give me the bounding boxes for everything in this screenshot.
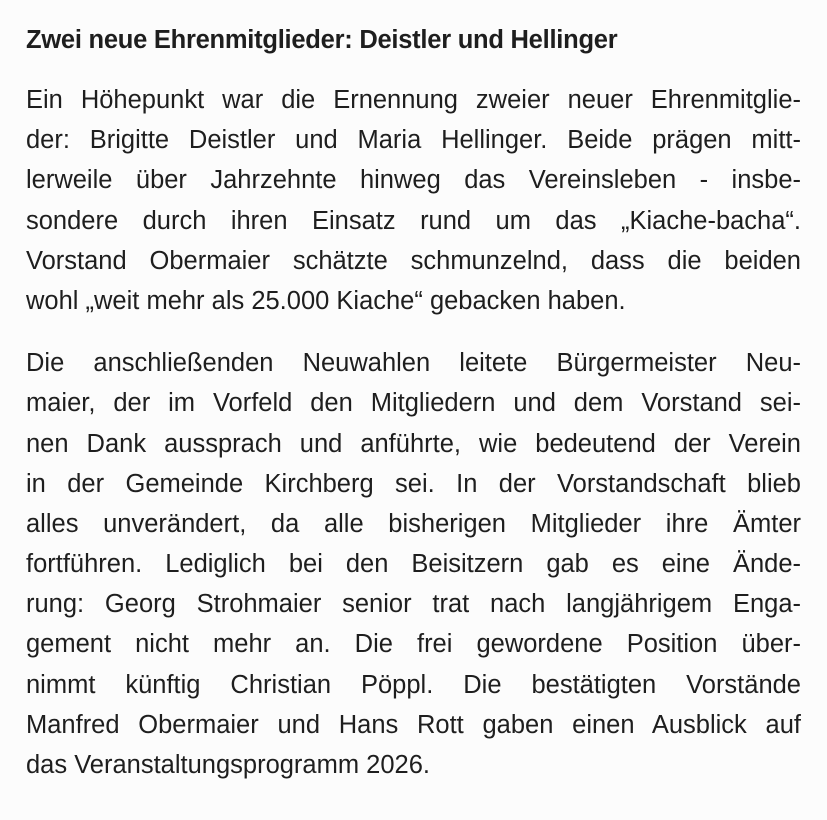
text-line: nimmt künftig Christian Pöppl. Die bestätigten Vorstände bbox=[26, 670, 801, 699]
text-line: sondere durch ihren Einsatz rund um das „Kiache-bacha“. bbox=[26, 206, 801, 235]
text-line: Ein Höhepunkt war die Ernennung zweier neuer Ehrenmitglie- bbox=[26, 86, 801, 114]
text-line: wohl „weit mehr als 25.000 Kiache“ gebacken haben. bbox=[26, 286, 626, 315]
text-line: Manfred Obermaier und Hans Rott gaben einen Ausblick auf bbox=[26, 710, 801, 739]
paragraph-honorary-members bbox=[26, 80, 801, 321]
text-line: in der Gemeinde Kirchberg sei. In der Vorstandschaft blieb bbox=[26, 469, 801, 498]
text-line: Vorstand Obermaier schätzte schmunzelnd, dass die beiden bbox=[26, 246, 801, 275]
text-line: alles unverändert, da alle bisherigen Mitglieder ihre Ämter bbox=[26, 509, 801, 538]
text-line: der: Brigitte Deistler und Maria Hellinger. Beide prägen mitt- bbox=[26, 126, 801, 155]
text-line: Die anschließenden Neuwahlen leitete Bürgermeister Neu- bbox=[26, 349, 801, 378]
text-line: fortführen. Lediglich bei den Beisitzern gab es eine Ände- bbox=[26, 550, 801, 579]
text-line: maier, der im Vorfeld den Mitgliedern und dem Vorstand sei- bbox=[26, 389, 801, 418]
text-line: das Veranstaltungsprogramm 2026. bbox=[26, 751, 430, 779]
paragraph-elections bbox=[26, 343, 801, 785]
text-line: nen Dank aussprach und anführte, wie bedeutend der Verein bbox=[26, 429, 801, 458]
text-line: gement nicht mehr an. Die frei gewordene Position über- bbox=[26, 630, 801, 659]
text-line: rung: Georg Strohmaier senior trat nach langjährigem Enga- bbox=[26, 590, 801, 619]
text-line: lerweile über Jahrzehnte hinweg das Vereinsleben - insbe- bbox=[26, 166, 801, 195]
article-heading: Zwei neue Ehrenmitglieder: Deistler und Hellinger bbox=[26, 26, 618, 54]
